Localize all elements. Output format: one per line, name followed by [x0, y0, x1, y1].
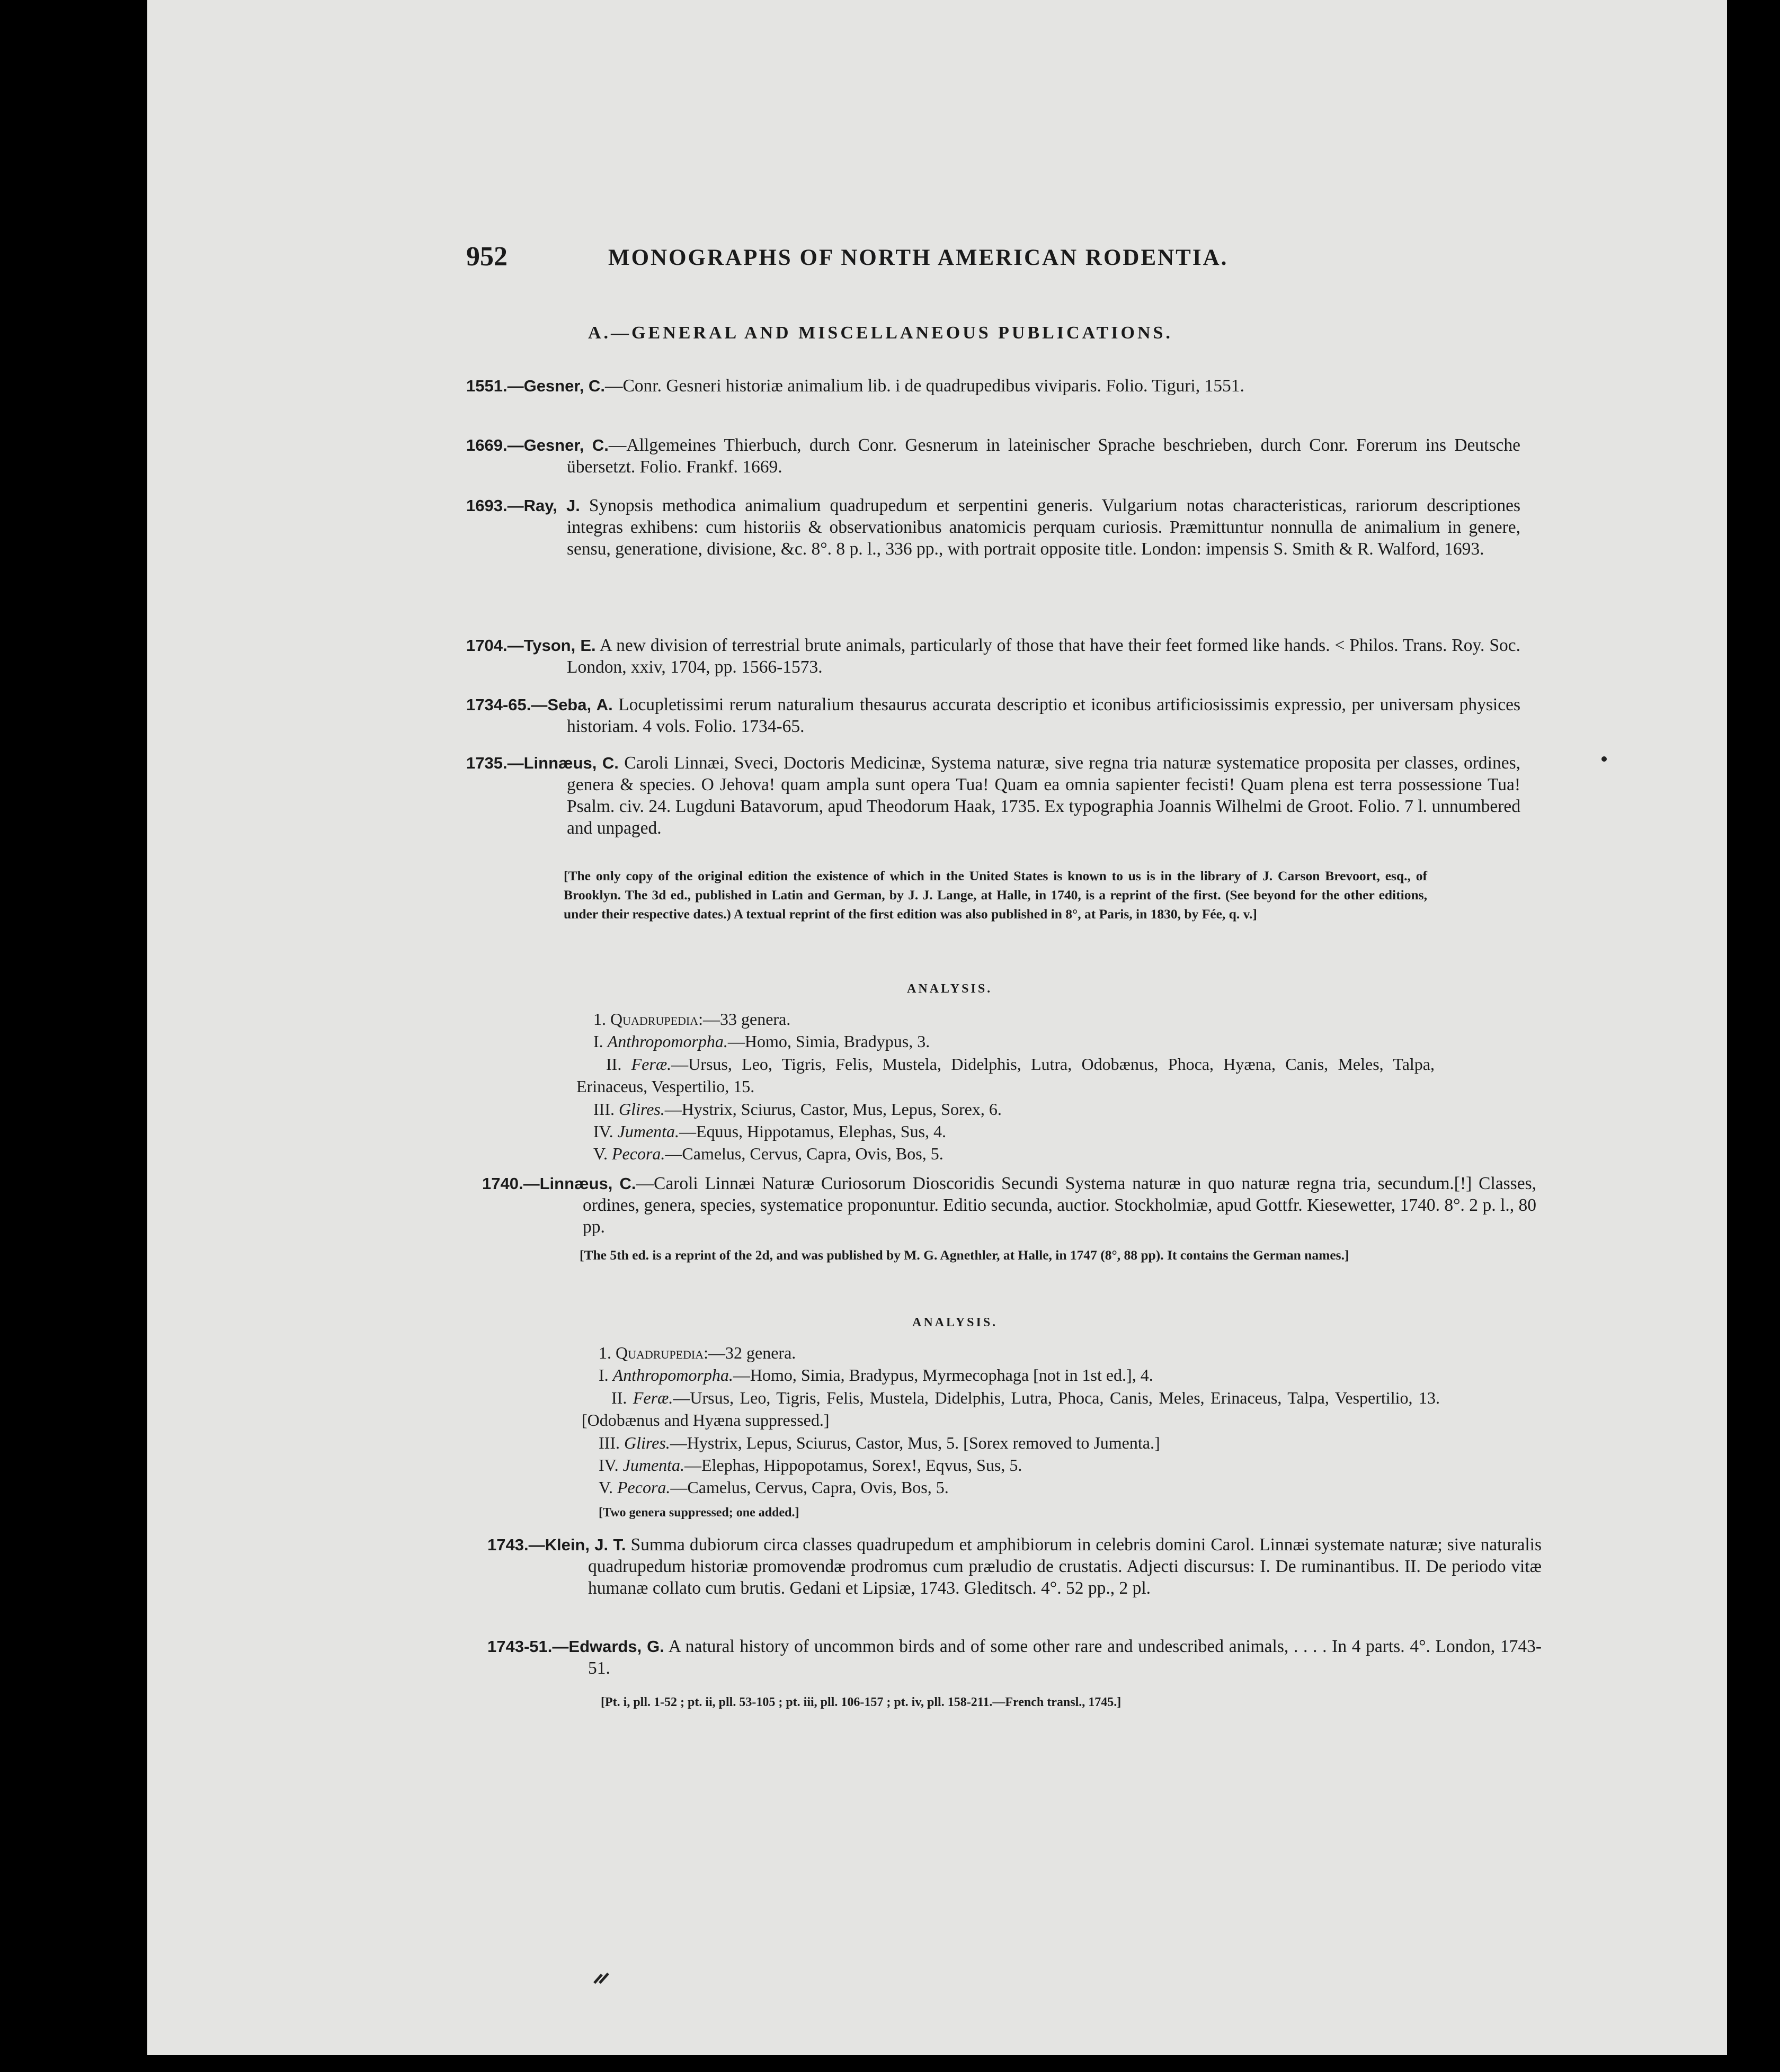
entry-year: 1743-51.	[487, 1637, 553, 1656]
note-1740: [The 5th ed. is a reprint of the 2d, and was published by M. G. Agnethler, at Halle, in 1747 (8°, 88 pp). It contains the German names.]	[580, 1247, 1349, 1263]
analysis-order-iv: IV. Jumenta.—Equus, Hippotamus, Elephas, Sus, 4.	[593, 1122, 947, 1141]
analysis-order-ii: II. Feræ.—Ursus, Leo, Tigris, Felis, Mustela, Didelphis, Lutra, Phoca, Canis, Meles, Erinaceus, Talpa, Vespertilio, 13. [Odobænus and Hyæna suppressed.]	[582, 1388, 1440, 1430]
analysis-order-i: I. Anthropomorpha.—Homo, Simia, Bradypus, 3.	[593, 1032, 930, 1051]
entry-text: —Caroli Linnæi Naturæ Curiosorum Dioscoridis Secundi Systema naturæ in quo naturæ regna tria, secundum.[!] Classes, ordines, genera, species, systematice proponuntur. Editio secunda, auctior. Stockholmiæ, apud Gottfr. Kiesewetter, 1740. 8°. 2 p. l., 80 pp.	[583, 1174, 1537, 1237]
entry-text: A new division of terrestrial brute animals, particularly of those that have their feet formed like hands. < Philos. Trans. Roy. Soc. London, xxiv, 1704, pp. 1566-1573.	[567, 636, 1520, 677]
entry-author: —Edwards, G.	[552, 1637, 664, 1656]
entry-year: 1704.	[466, 636, 508, 655]
entry-year: 1551.	[466, 377, 508, 395]
entry-1704	[466, 635, 1520, 678]
entry-1743-51	[487, 1636, 1542, 1679]
entry-text: Caroli Linnæi, Sveci, Doctoris Medicinæ, Systema naturæ, sive regna tria naturæ systematice proposita per classes, ordines, genera & species. O Jehova! quam ampla sunt opera Tua! Quam ea omnia sapienter fecisti! Quam plena est terra possessione Tua! Psalm. civ. 24. Lugduni Batavorum, apud Theodorum Haak, 1735. Ex typographia Joannis Wilhelmi de Groot. Folio. 7 l. unnumbered and unpaged.	[567, 753, 1521, 838]
entry-1693	[466, 495, 1520, 560]
entry-text: Summa dubiorum circa classes quadrupedum et amphibiorum in celebris domini Carol. Linnæi systemate naturæ; sive naturalis quadrupedum historiæ promovendæ prodromus cum præludio de crustatis. Adjecti discursus: I. De ruminantibus. II. De periodo vitæ humanæ collato cum brutis. Gedani et Lipsiæ, 1743. Gleditsch. 4°. 52 pp., 2 pl.	[588, 1535, 1542, 1598]
analysis-class: 1. Quadrupedia:—32 genera.	[599, 1343, 796, 1362]
analysis-order-v: V. Pecora.—Camelus, Cervus, Capra, Ovis, Bos, 5.	[593, 1144, 944, 1163]
entry-year: 1734-65.	[466, 695, 531, 714]
analysis-order-iv: IV. Jumenta.—Elephas, Hippopotamus, Sorex!, Eqvus, Sus, 5.	[599, 1455, 1022, 1475]
entry-author: —Seba, A.	[531, 695, 613, 714]
page-number: 952	[466, 242, 508, 272]
analysis-order-iii: III. Glires.—Hystrix, Lepus, Sciurus, Castor, Mus, 5. [Sorex removed to Jumenta.]	[599, 1433, 1160, 1452]
entry-author: —Linnæus, C.	[523, 1174, 636, 1193]
entry-author: —Klein, J. T.	[528, 1535, 626, 1554]
section-heading: A.—GENERAL AND MISCELLANEOUS PUBLICATIONS.	[588, 323, 1173, 343]
entry-1551	[466, 375, 1520, 397]
entry-text: A natural history of uncommon birds and of some other rare and undescribed animals, . . . . In 4 parts. 4°. London, 1743-51.	[588, 1637, 1542, 1678]
analysis-class: 1. Quadrupedia:—33 genera.	[593, 1010, 791, 1029]
analysis-title: ANALYSIS.	[912, 1316, 998, 1329]
entry-1734-65	[466, 694, 1520, 737]
ink-dot	[1601, 756, 1607, 762]
entry-1740	[482, 1173, 1536, 1238]
note-edwards: [Pt. i, pll. 1-52 ; pt. ii, pll. 53-105 ; pt. iii, pll. 106-157 ; pt. iv, pll. 158-211.—French transl., 1745.]	[601, 1695, 1122, 1709]
entry-text: —Conr. Gesneri historiæ animalium lib. i de quadrupedibus viviparis. Folio. Tiguri, 1551.	[604, 376, 1244, 396]
scanned-page	[147, 0, 1727, 2055]
entry-author: —Linnæus, C.	[507, 754, 619, 772]
entry-year: 1693.	[466, 496, 508, 515]
entry-year: 1735.	[466, 754, 508, 772]
entry-author: —Gesner, C.	[507, 377, 605, 395]
note-1735: [The only copy of the original edition the existence of which in the United States is known to us is in the library of J. Carson Brevoort, esq., of Brooklyn. The 3d ed., published in Latin and German, by J. J. Lange, at Halle, in 1740, is a reprint of the first. (See beyond for the other editions, under their respective dates.) A textual reprint of the first edition was also published in 8°, at Paris, in 1830, by Fée, q. v.]	[564, 868, 1427, 922]
entry-year: 1743.	[487, 1535, 529, 1554]
entry-1735	[466, 752, 1520, 839]
ink-scratch	[592, 1970, 613, 1985]
entry-year: 1740.	[482, 1174, 523, 1193]
entry-text: Locupletissimi rerum naturalium thesaurus accurata descriptio et iconibus artificiosissimis expressio, per universam physices historiam. 4 vols. Folio. 1734-65.	[567, 695, 1521, 736]
entry-author: —Tyson, E.	[507, 636, 596, 655]
entry-1669	[466, 434, 1520, 478]
analysis-order-ii: II. Feræ.—Ursus, Leo, Tigris, Felis, Mustela, Didelphis, Lutra, Odobænus, Phoca, Hyæna, Canis, Meles, Talpa, Erinaceus, Vespertilio, 15.	[576, 1055, 1435, 1096]
entry-author: —Gesner, C.	[507, 436, 609, 454]
entry-author: —Ray, J.	[507, 496, 580, 515]
running-head: MONOGRAPHS OF NORTH AMERICAN RODENTIA.	[608, 245, 1229, 270]
entry-text: Synopsis methodica animalium quadrupedum et serpentini generis. Vulgarium notas characteristicas, rariorum descriptiones integras exhibens: cum historiis & observationibus anatomicis perquam curiosis. Præmittuntur nonnulla de animalium in genere, sensu, generatione, divisione, &c. 8°. 8 p. l., 336 pp., with portrait opposite title. London: impensis S. Smith & R. Walford, 1693.	[567, 496, 1520, 559]
entry-1743	[487, 1534, 1542, 1599]
analysis-order-v: V. Pecora.—Camelus, Cervus, Capra, Ovis, Bos, 5.	[599, 1478, 949, 1497]
analysis-order-iii: III. Glires.—Hystrix, Sciurus, Castor, Mus, Lepus, Sorex, 6.	[593, 1100, 1002, 1119]
entry-text: —Allgemeines Thierbuch, durch Conr. Gesnerum in lateinischer Sprache beschrieben, durch Conr. Forerum ins Deutsche übersetzt. Folio. Frankf. 1669.	[567, 435, 1520, 477]
analysis-title: ANALYSIS.	[907, 982, 993, 996]
entry-year: 1669.	[466, 436, 508, 454]
analysis-order-i: I. Anthropomorpha.—Homo, Simia, Bradypus, Myrmecophaga [not in 1st ed.], 4.	[599, 1365, 1153, 1385]
analysis-footnote: [Two genera suppressed; one added.]	[599, 1506, 799, 1520]
